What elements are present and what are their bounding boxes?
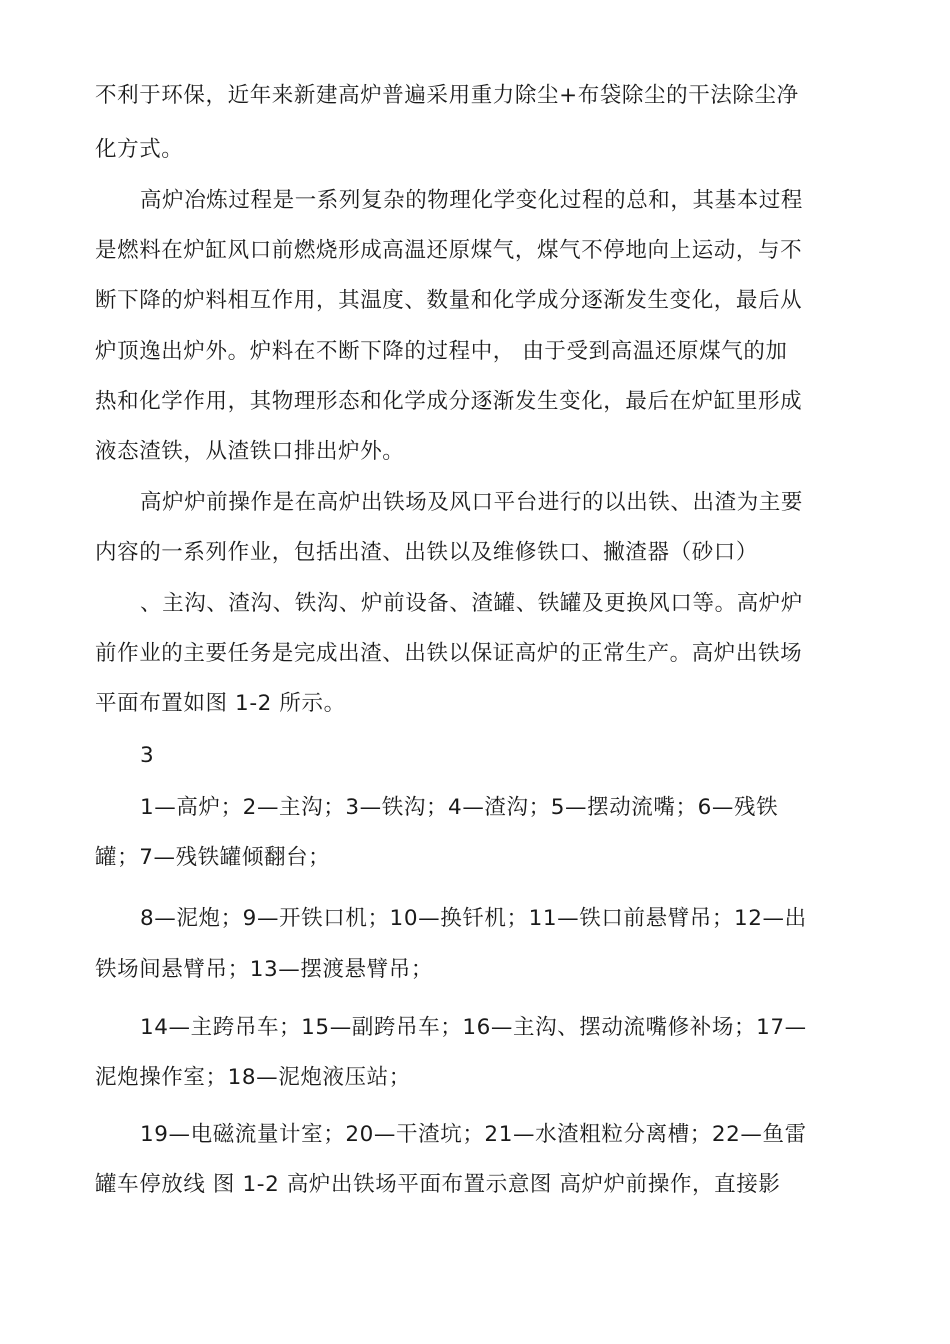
text-line: 断下降的炉料相互作用，其温度、数量和化学成分逐渐发生变化，最后从 <box>95 288 803 313</box>
text-line: 高炉冶炼过程是一系列复杂的物理化学变化过程的总和，其基本过程 <box>140 188 804 213</box>
text-line: 不利于环保，近年来新建高炉普遍采用重力除尘+布袋除尘的干法除尘净 <box>95 83 799 108</box>
text-line: 化方式。 <box>95 137 184 162</box>
text-line: 罐；7—残铁罐倾翻台； <box>95 845 331 870</box>
text-line: 液态渣铁，从渣铁口排出炉外。 <box>95 439 405 464</box>
page-number: 3 <box>140 743 155 768</box>
text-line: 是燃料在炉缸风口前燃烧形成高温还原煤气，煤气不停地向上运动，与不 <box>95 238 803 263</box>
text-line: 高炉炉前操作是在高炉出铁场及风口平台进行的以出铁、出渣为主要 <box>140 490 804 515</box>
text-line: 、主沟、渣沟、铁沟、炉前设备、渣罐、铁罐及更换风口等。高炉炉 <box>140 591 804 616</box>
text-line: 19—电磁流量计室；20—干渣坑；21—水渣粗粒分离槽；22—鱼雷 <box>140 1122 807 1147</box>
text-line: 罐车停放线 图 1-2 高炉出铁场平面布置示意图 高炉炉前操作，直接影 <box>95 1172 781 1197</box>
text-line: 炉顶逸出炉外。炉料在不断下降的过程中， 由于受到高温还原煤气的加 <box>95 339 788 364</box>
text-line: 平面布置如图 1-2 所示。 <box>95 691 346 716</box>
text-line: 热和化学作用，其物理形态和化学成分逐渐发生变化，最后在炉缸里形成 <box>95 389 803 414</box>
text-line: 铁场间悬臂吊；13—摆渡悬臂吊； <box>95 957 433 982</box>
text-line: 14—主跨吊车；15—副跨吊车；16—主沟、摆动流嘴修补场；17— <box>140 1015 807 1040</box>
text-line: 内容的一系列作业，包括出渣、出铁以及维修铁口、撇渣器（砂口） <box>95 540 759 565</box>
text-line: 1—高炉；2—主沟；3—铁沟；4—渣沟；5—摆动流嘴；6—残铁 <box>140 795 779 820</box>
text-line: 泥炮操作室；18—泥炮液压站； <box>95 1065 411 1090</box>
text-line: 前作业的主要任务是完成出渣、出铁以保证高炉的正常生产。高炉出铁场 <box>95 641 803 666</box>
text-line: 8—泥炮；9—开铁口机；10—换钎机；11—铁口前悬臂吊；12—出 <box>140 906 807 931</box>
